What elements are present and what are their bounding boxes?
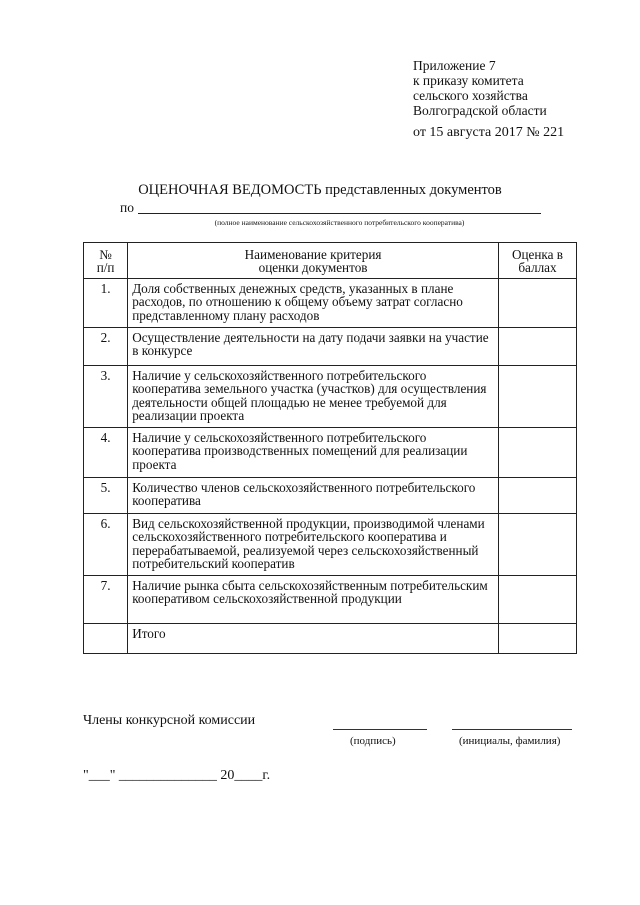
date-line: "___" ______________ 20____г. — [83, 768, 271, 783]
header-number: № п/п — [84, 243, 128, 279]
table-row — [84, 477, 577, 513]
appendix-line: Волгоградской области — [413, 103, 547, 118]
order-date: от 15 августа 2017 № 221 — [413, 125, 565, 140]
appendix-line: Приложение 7 — [413, 58, 496, 73]
name-line[interactable] — [452, 729, 572, 730]
row-score-cell[interactable] — [498, 513, 576, 575]
row-criterion: Наличие у сельскохозяйственного потребительского кооператива земельного участка (участков) для осуществления деятельности общей площадью не менее требуемой для реализации проекта — [128, 365, 499, 427]
table-row — [84, 278, 577, 327]
row-criterion: Количество членов сельскохозяйственного потребительского кооператива — [128, 477, 499, 513]
total-score-cell[interactable] — [498, 623, 576, 653]
signature-line[interactable] — [333, 729, 427, 730]
appendix-line: к приказу комитета — [413, 73, 524, 88]
header-criterion: Наименование критерия оценки документов — [128, 243, 499, 279]
table-row — [84, 575, 577, 623]
row-number: 1. — [84, 278, 128, 327]
appendix-block — [413, 58, 547, 118]
cooperative-name-line — [138, 213, 541, 214]
total-number-cell — [84, 623, 128, 653]
table-row — [84, 427, 577, 477]
row-score-cell[interactable] — [498, 278, 576, 327]
commission-members-label: Члены конкурсной комиссии — [83, 713, 256, 728]
table-row — [84, 327, 577, 365]
row-number: 4. — [84, 427, 128, 477]
table-header-row — [84, 243, 577, 279]
row-score-cell[interactable] — [498, 575, 576, 623]
table-total-row — [84, 623, 577, 653]
row-score-cell[interactable] — [498, 427, 576, 477]
document-title: ОЦЕНОЧНАЯ ВЕДОМОСТЬ представленных документов — [138, 182, 502, 198]
row-criterion: Наличие у сельскохозяйственного потребительского кооператива производственных помещений для реализации проекта — [128, 427, 499, 477]
row-number: 7. — [84, 575, 128, 623]
row-criterion: Наличие рынка сбыта сельскохозяйственным потребительским кооперативом сельскохозяйственной продукции — [128, 575, 499, 623]
criteria-table — [83, 242, 577, 654]
row-number: 3. — [84, 365, 128, 427]
table-row — [84, 513, 577, 575]
signature-caption: (подпись) — [350, 735, 396, 747]
table-row — [84, 365, 577, 427]
row-number: 6. — [84, 513, 128, 575]
row-score-cell[interactable] — [498, 477, 576, 513]
row-criterion: Осуществление деятельности на дату подачи заявки на участие в конкурсе — [128, 327, 499, 365]
row-score-cell[interactable] — [498, 365, 576, 427]
appendix-line: сельского хозяйства — [413, 88, 528, 103]
header-score: Оценка в баллах — [498, 243, 576, 279]
row-score-cell[interactable] — [498, 327, 576, 365]
row-number: 5. — [84, 477, 128, 513]
row-criterion: Доля собственных денежных средств, указанных в плане расходов, по отношению к общему объему затрат согласно представленному плану расходов — [128, 278, 499, 327]
row-number: 2. — [84, 327, 128, 365]
row-criterion: Вид сельскохозяйственной продукции, производимой членами сельскохозяйственного потребительского кооператива и перерабатываемой, реализуемой через сельскохозяйственный потребительский кооператив — [128, 513, 499, 575]
name-caption: (инициалы, фамилия) — [459, 735, 561, 747]
total-label: Итого — [128, 623, 499, 653]
cooperative-name-caption: (полное наименование сельскохозяйственного потребительского кооператива) — [214, 218, 465, 227]
po-label: по — [120, 200, 134, 215]
